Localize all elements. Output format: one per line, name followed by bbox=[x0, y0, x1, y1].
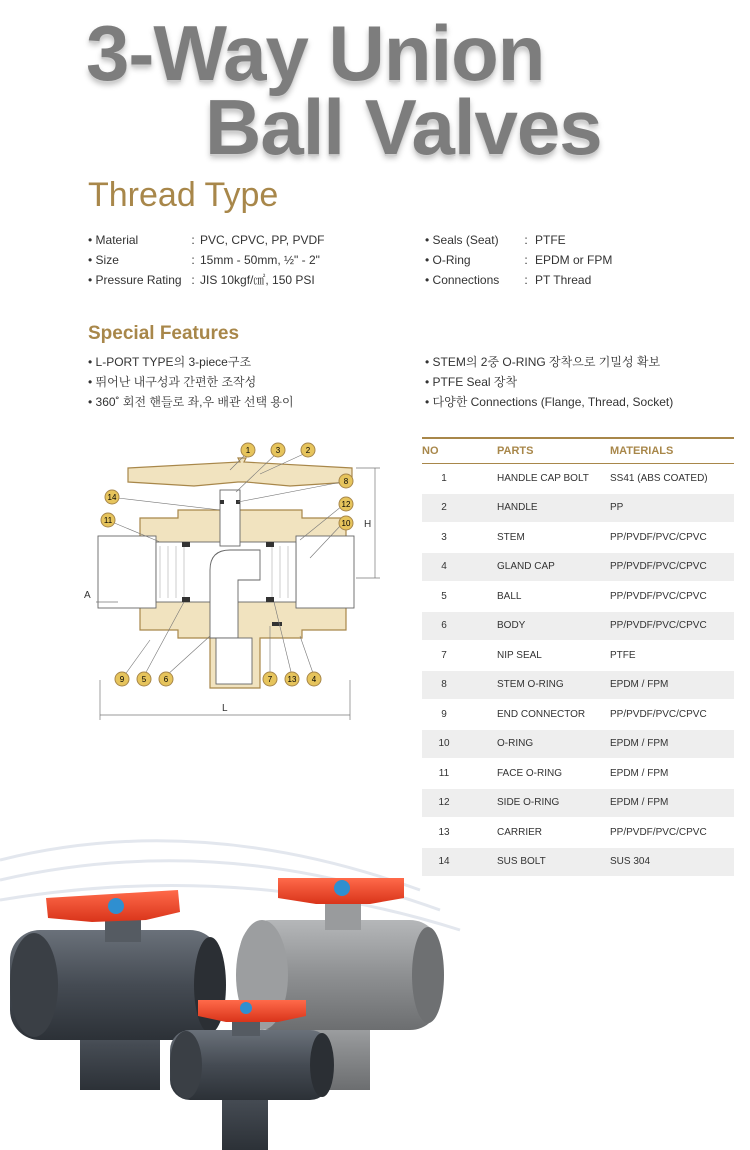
cell-no: 6 bbox=[422, 611, 467, 641]
spec-key: • O-Ring bbox=[425, 253, 471, 267]
cell-material: PP/PVDF/PVC/CPVC bbox=[610, 818, 734, 848]
header-no: NO bbox=[422, 438, 467, 464]
feature-item: • STEM의 2중 O-RING 장착으로 기밀성 확보 bbox=[425, 355, 661, 369]
cell-material: PP/PVDF/PVC/CPVC bbox=[610, 700, 734, 730]
callout bbox=[101, 513, 115, 527]
cell-material: EPDM / FPM bbox=[610, 759, 734, 789]
cell-part: SUS BOLT bbox=[467, 847, 610, 877]
cell-part: BODY bbox=[467, 611, 610, 641]
svg-text:3: 3 bbox=[275, 446, 281, 455]
table-row bbox=[422, 700, 734, 730]
specs-right bbox=[425, 230, 612, 290]
cross-section-diagram bbox=[60, 430, 400, 720]
cell-no: 10 bbox=[422, 729, 467, 759]
cell-part: BALL bbox=[467, 582, 610, 612]
callout bbox=[339, 497, 353, 511]
svg-text:4: 4 bbox=[311, 675, 317, 684]
svg-text:2: 2 bbox=[305, 446, 311, 455]
svg-text:7: 7 bbox=[267, 675, 273, 684]
header-parts: PARTS bbox=[467, 438, 610, 464]
callout bbox=[137, 672, 151, 686]
spec-colon: : bbox=[524, 253, 528, 267]
cell-material: EPDM / FPM bbox=[610, 788, 734, 818]
subtitle: Thread Type bbox=[88, 176, 279, 214]
spec-colon: : bbox=[191, 233, 195, 247]
spec-value: PT Thread bbox=[535, 273, 592, 287]
spec-colon: : bbox=[191, 253, 195, 267]
cell-no: 14 bbox=[422, 847, 467, 877]
cell-no: 8 bbox=[422, 670, 467, 700]
feature-item: • L-PORT TYPE의 3-piece구조 bbox=[88, 355, 252, 369]
table-row bbox=[422, 729, 734, 759]
cell-part: HANDLE CAP BOLT bbox=[467, 464, 610, 494]
spec-row bbox=[425, 270, 612, 290]
cell-part: CARRIER bbox=[467, 818, 610, 848]
callout bbox=[339, 516, 353, 530]
table-row bbox=[422, 523, 734, 553]
spec-colon: : bbox=[524, 233, 528, 247]
feature-item: • PTFE Seal 장착 bbox=[425, 375, 518, 389]
cell-no: 11 bbox=[422, 759, 467, 789]
table-row bbox=[422, 582, 734, 612]
cell-part: NIP SEAL bbox=[467, 641, 610, 671]
feature-item: • 뛰어난 내구성과 간편한 조작성 bbox=[88, 375, 257, 389]
spec-key: • Material bbox=[88, 233, 139, 247]
svg-text:8: 8 bbox=[343, 477, 349, 486]
cell-no: 7 bbox=[422, 641, 467, 671]
cell-no: 9 bbox=[422, 700, 467, 730]
table-row bbox=[422, 759, 734, 789]
callout bbox=[285, 672, 299, 686]
callout bbox=[241, 443, 255, 457]
cell-no: 13 bbox=[422, 818, 467, 848]
svg-text:1: 1 bbox=[245, 446, 251, 455]
spec-key: • Seals (Seat) bbox=[425, 233, 499, 247]
table-row bbox=[422, 552, 734, 582]
callout bbox=[115, 672, 129, 686]
cell-material: PP/PVDF/PVC/CPVC bbox=[610, 523, 734, 553]
cell-material: EPDM / FPM bbox=[610, 670, 734, 700]
cell-part: GLAND CAP bbox=[467, 552, 610, 582]
cell-material: PP/PVDF/PVC/CPVC bbox=[610, 611, 734, 641]
spec-row bbox=[425, 230, 612, 250]
product-photo bbox=[0, 800, 750, 1150]
svg-text:5: 5 bbox=[141, 675, 147, 684]
table-row bbox=[422, 670, 734, 700]
feature-item: • 다양한 Connections (Flange, Thread, Socket) bbox=[425, 395, 674, 409]
spec-row bbox=[88, 270, 324, 290]
svg-text:11: 11 bbox=[103, 516, 113, 525]
cell-part: O-RING bbox=[467, 729, 610, 759]
table-row bbox=[422, 464, 734, 494]
cell-material: PP/PVDF/PVC/CPVC bbox=[610, 582, 734, 612]
dim-a-label: A bbox=[84, 590, 91, 601]
spec-value: JIS 10kgf/㎠, 150 PSI bbox=[200, 273, 315, 287]
spec-key: • Connections bbox=[425, 273, 500, 287]
callout bbox=[301, 443, 315, 457]
spec-colon: : bbox=[524, 273, 528, 287]
dim-l-label: L bbox=[222, 703, 228, 714]
cell-no: 1 bbox=[422, 464, 467, 494]
cell-no: 5 bbox=[422, 582, 467, 612]
spec-key: • Pressure Rating bbox=[88, 273, 182, 287]
spec-row bbox=[88, 230, 324, 250]
title-line-1: 3-Way Union bbox=[86, 9, 545, 97]
feature-item: • 360˚ 회전 핸들로 좌,우 배관 선택 용이 bbox=[88, 395, 294, 409]
svg-text:13: 13 bbox=[287, 675, 297, 684]
spec-row bbox=[425, 250, 612, 270]
callout bbox=[307, 672, 321, 686]
header-materials: MATERIALS bbox=[610, 438, 734, 464]
spec-value: 15mm - 50mm, ½" - 2" bbox=[200, 253, 320, 267]
table-row bbox=[422, 493, 734, 523]
svg-text:9: 9 bbox=[119, 675, 125, 684]
title-line-2: Ball Valves bbox=[205, 83, 602, 171]
cell-material: PTFE bbox=[610, 641, 734, 671]
table-header-row bbox=[422, 438, 734, 464]
cell-part: END CONNECTOR bbox=[467, 700, 610, 730]
spec-value: PVC, CPVC, PP, PVDF bbox=[200, 233, 325, 247]
cell-material: PP/PVDF/PVC/CPVC bbox=[610, 552, 734, 582]
spec-key: • Size bbox=[88, 253, 119, 267]
cell-no: 12 bbox=[422, 788, 467, 818]
dim-h-label: H bbox=[364, 519, 372, 530]
spec-row bbox=[88, 250, 324, 270]
features-right bbox=[425, 352, 673, 412]
cell-part: STEM bbox=[467, 523, 610, 553]
cell-part: SIDE O-RING bbox=[467, 788, 610, 818]
table-row bbox=[422, 641, 734, 671]
cell-no: 2 bbox=[422, 493, 467, 523]
callout bbox=[159, 672, 173, 686]
spec-value: PTFE bbox=[535, 233, 566, 247]
cell-part: FACE O-RING bbox=[467, 759, 610, 789]
spec-colon: : bbox=[191, 273, 195, 287]
cell-material: EPDM / FPM bbox=[610, 729, 734, 759]
cell-part: STEM O-RING bbox=[467, 670, 610, 700]
callout bbox=[339, 474, 353, 488]
svg-text:6: 6 bbox=[163, 675, 169, 684]
features-title: Special Features bbox=[88, 323, 240, 344]
callout bbox=[263, 672, 277, 686]
cell-no: 4 bbox=[422, 552, 467, 582]
table-row bbox=[422, 611, 734, 641]
specs-left bbox=[88, 230, 324, 290]
spec-value: EPDM or FPM bbox=[535, 253, 613, 267]
callout bbox=[271, 443, 285, 457]
callout bbox=[105, 490, 119, 504]
cell-material: SUS 304 bbox=[610, 847, 734, 877]
svg-text:14: 14 bbox=[107, 493, 117, 502]
cell-material: PP bbox=[610, 493, 734, 523]
features-left bbox=[88, 352, 294, 412]
cell-part: HANDLE bbox=[467, 493, 610, 523]
svg-text:12: 12 bbox=[341, 500, 351, 509]
cell-material: SS41 (ABS COATED) bbox=[610, 464, 734, 494]
svg-text:10: 10 bbox=[341, 519, 351, 528]
cell-no: 3 bbox=[422, 523, 467, 553]
